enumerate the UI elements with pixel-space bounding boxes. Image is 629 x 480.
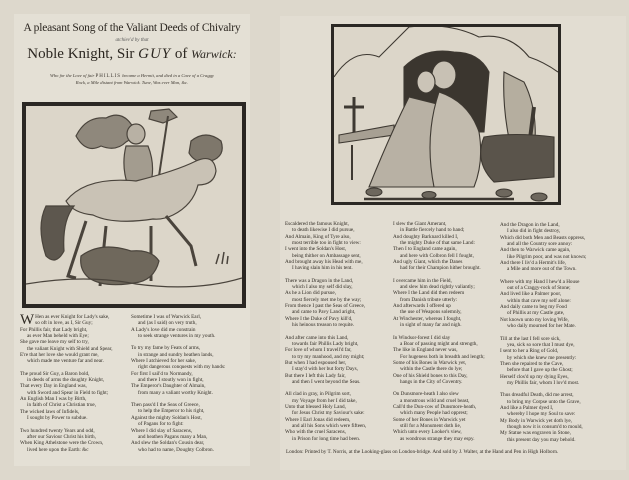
knight-on-horse-icon bbox=[26, 106, 242, 304]
stanza: Till at the last I fell sore sick, yea, sick so sore that I must dye, I sent to her a Ring of Gold, by which she knew me presently: Then she repaired to the Cave, before that I gave up the Ghost; Herself clos'd up my dying Eyes, my Phillis fair, whom I lov'd most. bbox=[500, 335, 580, 386]
hero-prefix: Noble Knight, Sir bbox=[27, 46, 139, 62]
stanza: All clad in gray, in Pilgrim sort, my Voyage from her I did take, Unto that blessed Holy Land, for Jesus Christ my Saviour's sake: Where I Earl Jonas did redeem, and all his Sons which were fifteen, Who with the cruel Saracens, in Prison for long time had been. bbox=[285, 391, 367, 442]
stanza: Two hundred twenty Years and odd, after our Saviour Christ his birth, When King Athelstone were the Crown, lived here upon the Earth: &c bbox=[20, 427, 104, 453]
stanza: Escaldered the famous Knight, to death likewise I did pursue, And Almain, King of Tyre also, most terrible too in fight to view: I went into the Soldan's Host, being thither on Ambassage sent, And brought away his Head with me, I having slain him in his tent. bbox=[285, 221, 363, 272]
stanza: And the Dragon in the Land, I also did in fight destroy, Which did both Men and Beasts oppress, and all the Country sore annoy: And then to Warwick came again, like Pilgrim poor, and was not known; And there I liv'd a Hermit's life, a Mile and more out of the Town. bbox=[500, 222, 587, 273]
hero-of: of bbox=[171, 46, 192, 62]
ballad-subtitle-achieved: atchiev'd by that bbox=[115, 38, 149, 43]
stanza: Where with my Hand I hew'd a House out of a Craggy-rock of Stone; And lived like a Palmer poor, within that cave my self alone: And daily came to beg my Food of Phillis at my Castle gate, Not known unto my loving Wife, who daily mourned for her Mate. bbox=[500, 278, 580, 330]
stanza: The proud Sir Guy, a Baron bold, in deeds of arms the doughty Knight, That every Day in England was, with Sword and Spear in Field to fight; An English Man I was by Birth, in faith of Christ a Christian true, The wicked laws of Infidels, I sought by Power to subdue. bbox=[20, 370, 109, 422]
ballad-title: A pleasant Song of the Valiant Deeds of Chivalry bbox=[23, 22, 241, 34]
stanza: Sometime I was of Warwick Earl, and (as I said) on very truth, A Lady's love did me constrain to seek strange ventures in my youth. bbox=[131, 314, 216, 340]
stanza: In Windsor-forest I did slay a Boar of passing might and strength, The like in England never was, For hugeness both in breadth and length; Some of his Bones in Warwick yet, within the Castle there do lye; One of his Shield bones to this Day, hangs in the City of Coventry. bbox=[393, 334, 485, 385]
verse-column-4 bbox=[393, 221, 485, 448]
drop-cap-w: W bbox=[20, 312, 35, 328]
stanza: W Hen as ever Knight for Lady's sake, so oft in love, as I, Sir Guy; For Phillis fair, that Lady bright, as ever Man beheld with Eye; She gave me leave my self to try, the valiant Knight with Shield and Spear, E're that her love she would grant me, which made me venture far and near. bbox=[20, 312, 113, 365]
stanza: I slew the Giant Amerant, in Battle fiercely hand to hand; And doughty Barknard killed I, the mighty Duke of that same Land: Then I to England came again, and here with Colbron fell I fought, And ugly Giant, which the Danes had for their Champion hither brought. bbox=[393, 221, 481, 272]
printer-imprint: London: Printed by T. Norris, at the Looking-glass on London-bridge. And sold by J. Walter, at the Hand and Pen in High Holborn. bbox=[286, 449, 559, 455]
stanza: Thus dreadful Death, did me arrest, to bring my Corpse unto the Grave, And like a Palmer dyed I, whereby I hope my Soul to save: My Body in Warwick yet doth lye, though now it is consum'd to mould, My Statue was engraven in Stone, this present day you may behold. bbox=[500, 392, 583, 443]
ballad-description: Who for the Love of fair PHILLIS became a Hermit, and died in a Cave of a Craggy Rock, a Mile distant from Warwick. Tune, Was ever Man, &c. bbox=[50, 73, 214, 85]
stanza: On Dunsmore-heath I also slew a monstrous wild and cruel beast, Call'd the Dun-cow of Dunsmore-heath, which many People had opprest; Some of her Bones in Warwick yet still for a Monument doth lie, Which unto every Looker's view, as wondrous strange they may espy. bbox=[393, 391, 477, 442]
stanza: And after came into this Land, towards fair Phillis Lady bright, For love of whom I travell'd far, to try my manhood, and my might; But when I had espoused her, I stay'd with her but forty Days, But there I left this Lady fair, and then I went beyond the Seas. bbox=[285, 334, 365, 385]
verse-column-3 bbox=[285, 221, 366, 448]
verse-column-1 bbox=[20, 314, 113, 459]
verse-line: Hen as ever Knight for Lady's sake, bbox=[35, 314, 110, 320]
knight-woodcut-image bbox=[22, 102, 246, 308]
stanza: To try my fame by Feats of arms, in strange and sundry heathen lands, Where I atchieved for her sake, right dangerous conquests with my hands: For first I sail'd to Normandy, and there I stoutly won in fight, The Emperor's Daughter of Almain, from many a valiant worthy Knight. bbox=[131, 345, 226, 396]
embracing-figures-icon bbox=[334, 27, 558, 202]
verse-column-2 bbox=[131, 314, 225, 459]
phillis-name: PHILLIS bbox=[95, 74, 122, 79]
ballad-hero-line bbox=[14, 46, 250, 63]
stanza: I overcame him in the Field, and slew him dead rightly valiantly; Where I the Land did then redeem from Danish tribute utterly: And afterwards I offered up the use of Weapons solemnly, At Winchester, whereas I fought, in sight of many far and nigh. bbox=[393, 277, 475, 329]
hero-place: Warwick: bbox=[191, 47, 237, 61]
hero-name: GUY bbox=[138, 46, 172, 62]
hermit-woodcut-image bbox=[331, 24, 561, 205]
stanza: There was a Dragon in the Land, which I also my self did slay, As he a Lion did pursue, most fiercely met me by the way; From thence I past the Seas of Greece, and came to Pavy Land aright, Where I the Duke of Pavy kill'd, his heinous treason to requite. bbox=[285, 277, 366, 329]
stanza: Then pass'd I the Seas of Greece, to help the Emperor to his right, Against the mighty Soldan's Host, of Pagans for to fight: Where I did slay of Saracens, and heathen Pagans many a Man, And slew the Soldan's Cousin dear, who had to name, Doughty Colbron. bbox=[131, 402, 214, 453]
verse-column-5 bbox=[500, 222, 586, 449]
